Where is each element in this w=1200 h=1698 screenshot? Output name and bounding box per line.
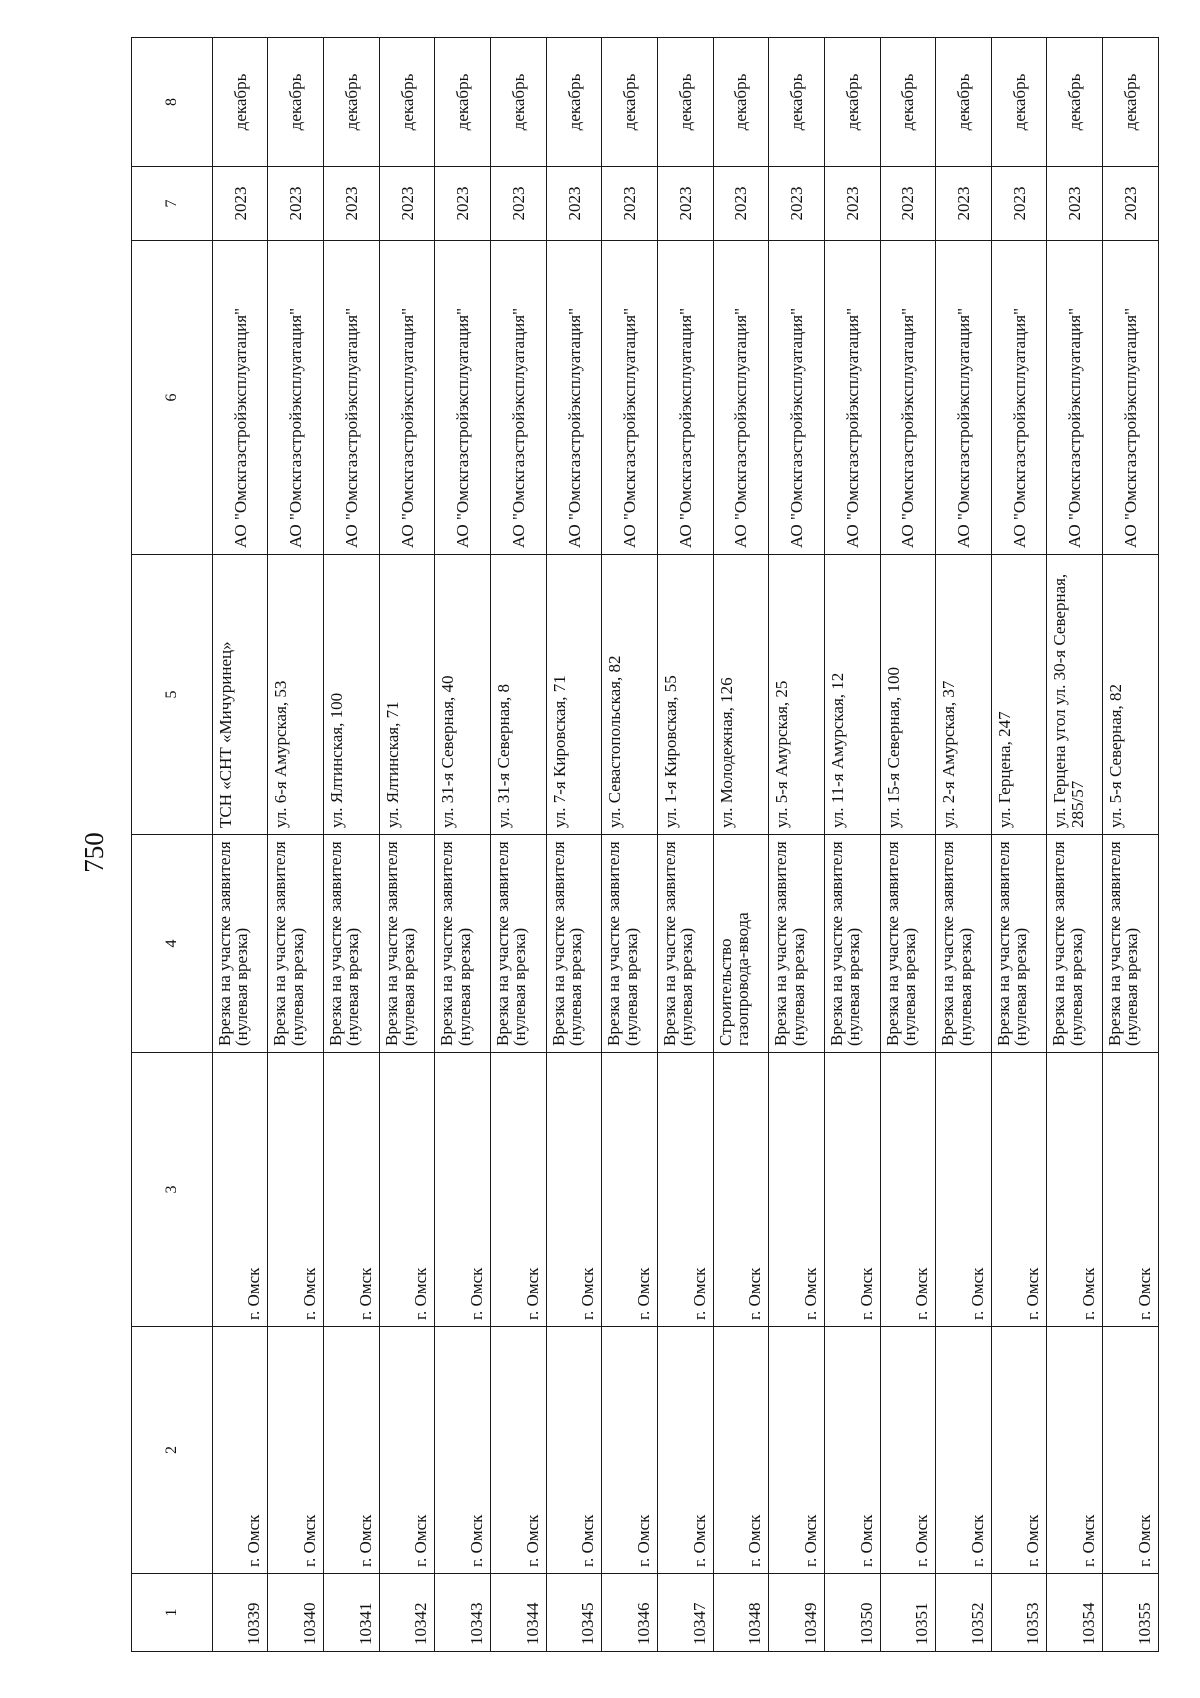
- settlement-cell: г. Омск: [769, 1053, 825, 1327]
- locality-cell: г. Омск: [491, 1327, 547, 1574]
- year-cell: 2023: [936, 167, 992, 241]
- year-cell: 2023: [1047, 167, 1103, 241]
- locality-cell: г. Омск: [824, 1327, 880, 1574]
- month-cell: декабрь: [602, 38, 658, 167]
- page-number: [70, 822, 118, 882]
- settlement-cell: г. Омск: [602, 1053, 658, 1327]
- address-cell: ул. Молодежная, 126: [713, 555, 769, 835]
- row-number-cell: 10354: [1047, 1574, 1103, 1652]
- organization-cell: АО "Омскгазстройэксплуатация": [713, 241, 769, 555]
- locality-cell: г. Омск: [324, 1327, 380, 1574]
- organization-cell: АО "Омскгазстройэксплуатация": [1103, 241, 1159, 555]
- row-number-cell: 10341: [324, 1574, 380, 1652]
- month-cell: декабрь: [379, 38, 435, 167]
- year-cell: 2023: [657, 167, 713, 241]
- row-number-cell: 10355: [1103, 1574, 1159, 1652]
- address-cell: ул. 1-я Кировская, 55: [657, 555, 713, 835]
- table-row: [991, 38, 1047, 1652]
- table-row: [713, 38, 769, 1652]
- work-type-cell: Строительство газопровода-ввода: [713, 835, 769, 1053]
- month-cell: декабрь: [936, 38, 992, 167]
- locality-cell: г. Омск: [880, 1327, 936, 1574]
- row-number-cell: 10342: [379, 1574, 435, 1652]
- column-number: 5: [132, 555, 213, 835]
- month-cell: декабрь: [657, 38, 713, 167]
- table-row: [268, 38, 324, 1652]
- gasification-schedule-table: [131, 37, 1159, 1652]
- address-cell: ул. Ялтинская, 100: [324, 555, 380, 835]
- address-cell: ул. Герцена угол ул. 30-я Северная, 285/57: [1047, 555, 1103, 835]
- organization-cell: АО "Омскгазстройэксплуатация": [602, 241, 658, 555]
- work-type-cell: Врезка на участке заявителя (нулевая врезка): [602, 835, 658, 1053]
- organization-cell: АО "Омскгазстройэксплуатация": [880, 241, 936, 555]
- page-number-text: 750: [78, 831, 109, 873]
- row-number-cell: 10351: [880, 1574, 936, 1652]
- settlement-cell: г. Омск: [1103, 1053, 1159, 1327]
- locality-cell: г. Омск: [713, 1327, 769, 1574]
- settlement-cell: г. Омск: [991, 1053, 1047, 1327]
- settlement-cell: г. Омск: [713, 1053, 769, 1327]
- address-cell: ул. Ялтинская, 71: [379, 555, 435, 835]
- row-number-cell: 10348: [713, 1574, 769, 1652]
- table-row: [936, 38, 992, 1652]
- settlement-cell: г. Омск: [657, 1053, 713, 1327]
- row-number-cell: 10350: [824, 1574, 880, 1652]
- year-cell: 2023: [268, 167, 324, 241]
- locality-cell: г. Омск: [769, 1327, 825, 1574]
- year-cell: 2023: [1103, 167, 1159, 241]
- column-number: 1: [132, 1574, 213, 1652]
- locality-cell: г. Омск: [936, 1327, 992, 1574]
- settlement-cell: г. Омск: [936, 1053, 992, 1327]
- year-cell: 2023: [546, 167, 602, 241]
- column-number: 7: [132, 167, 213, 241]
- locality-cell: г. Омск: [1103, 1327, 1159, 1574]
- address-cell: ул. Герцена, 247: [991, 555, 1047, 835]
- row-number-cell: 10352: [936, 1574, 992, 1652]
- month-cell: декабрь: [769, 38, 825, 167]
- work-type-cell: Врезка на участке заявителя (нулевая врезка): [379, 835, 435, 1053]
- year-cell: 2023: [602, 167, 658, 241]
- table-row: [657, 38, 713, 1652]
- month-cell: декабрь: [212, 38, 268, 167]
- month-cell: декабрь: [324, 38, 380, 167]
- month-cell: декабрь: [713, 38, 769, 167]
- work-type-cell: Врезка на участке заявителя (нулевая врезка): [769, 835, 825, 1053]
- table-row: [1103, 38, 1159, 1652]
- address-cell: ул. 31-я Северная, 8: [491, 555, 547, 835]
- address-cell: ул. 11-я Амурская, 12: [824, 555, 880, 835]
- address-cell: ул. 31-я Северная, 40: [435, 555, 491, 835]
- table-row: [1047, 38, 1103, 1652]
- year-cell: 2023: [769, 167, 825, 241]
- locality-cell: г. Омск: [602, 1327, 658, 1574]
- settlement-cell: г. Омск: [324, 1053, 380, 1327]
- settlement-cell: г. Омск: [379, 1053, 435, 1327]
- year-cell: 2023: [991, 167, 1047, 241]
- month-cell: декабрь: [1047, 38, 1103, 167]
- row-number-cell: 10349: [769, 1574, 825, 1652]
- rotated-table-container: [131, 38, 1159, 1652]
- work-type-cell: Врезка на участке заявителя (нулевая врезка): [212, 835, 268, 1053]
- organization-cell: АО "Омскгазстройэксплуатация": [491, 241, 547, 555]
- locality-cell: г. Омск: [268, 1327, 324, 1574]
- row-number-cell: 10353: [991, 1574, 1047, 1652]
- work-type-cell: Врезка на участке заявителя (нулевая врезка): [936, 835, 992, 1053]
- month-cell: декабрь: [546, 38, 602, 167]
- table-row: [824, 38, 880, 1652]
- work-type-cell: Врезка на участке заявителя (нулевая врезка): [880, 835, 936, 1053]
- month-cell: декабрь: [435, 38, 491, 167]
- work-type-cell: Врезка на участке заявителя (нулевая врезка): [268, 835, 324, 1053]
- work-type-cell: Врезка на участке заявителя (нулевая врезка): [991, 835, 1047, 1053]
- column-number: 2: [132, 1327, 213, 1574]
- organization-cell: АО "Омскгазстройэксплуатация": [1047, 241, 1103, 555]
- address-cell: ул. 7-я Кировская, 71: [546, 555, 602, 835]
- organization-cell: АО "Омскгазстройэксплуатация": [324, 241, 380, 555]
- locality-cell: г. Омск: [435, 1327, 491, 1574]
- organization-cell: АО "Омскгазстройэксплуатация": [435, 241, 491, 555]
- address-cell: ул. 15-я Северная, 100: [880, 555, 936, 835]
- organization-cell: АО "Омскгазстройэксплуатация": [657, 241, 713, 555]
- table-row: [379, 38, 435, 1652]
- organization-cell: АО "Омскгазстройэксплуатация": [268, 241, 324, 555]
- work-type-cell: Врезка на участке заявителя (нулевая врезка): [491, 835, 547, 1053]
- address-cell: ул. 2-я Амурская, 37: [936, 555, 992, 835]
- settlement-cell: г. Омск: [546, 1053, 602, 1327]
- locality-cell: г. Омск: [1047, 1327, 1103, 1574]
- row-number-cell: 10345: [546, 1574, 602, 1652]
- organization-cell: АО "Омскгазстройэксплуатация": [991, 241, 1047, 555]
- month-cell: декабрь: [880, 38, 936, 167]
- settlement-cell: г. Омск: [880, 1053, 936, 1327]
- table-row: [769, 38, 825, 1652]
- work-type-cell: Врезка на участке заявителя (нулевая врезка): [435, 835, 491, 1053]
- locality-cell: г. Омск: [991, 1327, 1047, 1574]
- year-cell: 2023: [379, 167, 435, 241]
- organization-cell: АО "Омскгазстройэксплуатация": [936, 241, 992, 555]
- settlement-cell: г. Омск: [824, 1053, 880, 1327]
- settlement-cell: г. Омск: [435, 1053, 491, 1327]
- work-type-cell: Врезка на участке заявителя (нулевая врезка): [1103, 835, 1159, 1053]
- locality-cell: г. Омск: [379, 1327, 435, 1574]
- settlement-cell: г. Омск: [212, 1053, 268, 1327]
- work-type-cell: Врезка на участке заявителя (нулевая врезка): [824, 835, 880, 1053]
- work-type-cell: Врезка на участке заявителя (нулевая врезка): [657, 835, 713, 1053]
- address-cell: ТСН «СНТ «Мичуринец»: [212, 555, 268, 835]
- organization-cell: АО "Омскгазстройэксплуатация": [769, 241, 825, 555]
- year-cell: 2023: [880, 167, 936, 241]
- address-cell: ул. 5-я Северная, 82: [1103, 555, 1159, 835]
- locality-cell: г. Омск: [212, 1327, 268, 1574]
- row-number-cell: 10344: [491, 1574, 547, 1652]
- column-number-row: [132, 38, 213, 1652]
- year-cell: 2023: [824, 167, 880, 241]
- settlement-cell: г. Омск: [491, 1053, 547, 1327]
- row-number-cell: 10346: [602, 1574, 658, 1652]
- column-number: 3: [132, 1053, 213, 1327]
- column-number: 8: [132, 38, 213, 167]
- table-body: [132, 38, 1159, 1652]
- organization-cell: АО "Омскгазстройэксплуатация": [379, 241, 435, 555]
- table-row: [546, 38, 602, 1652]
- table-row: [435, 38, 491, 1652]
- row-number-cell: 10343: [435, 1574, 491, 1652]
- row-number-cell: 10347: [657, 1574, 713, 1652]
- year-cell: 2023: [435, 167, 491, 241]
- table-row: [324, 38, 380, 1652]
- month-cell: декабрь: [1103, 38, 1159, 167]
- address-cell: ул. 5-я Амурская, 25: [769, 555, 825, 835]
- table-row: [491, 38, 547, 1652]
- table-row: [212, 38, 268, 1652]
- work-type-cell: Врезка на участке заявителя (нулевая врезка): [324, 835, 380, 1053]
- year-cell: 2023: [324, 167, 380, 241]
- year-cell: 2023: [491, 167, 547, 241]
- row-number-cell: 10339: [212, 1574, 268, 1652]
- column-number: 4: [132, 835, 213, 1053]
- locality-cell: г. Омск: [657, 1327, 713, 1574]
- row-number-cell: 10340: [268, 1574, 324, 1652]
- address-cell: ул. 6-я Амурская, 53: [268, 555, 324, 835]
- month-cell: декабрь: [824, 38, 880, 167]
- month-cell: декабрь: [268, 38, 324, 167]
- address-cell: ул. Севастопольская, 82: [602, 555, 658, 835]
- work-type-cell: Врезка на участке заявителя (нулевая врезка): [1047, 835, 1103, 1053]
- organization-cell: АО "Омскгазстройэксплуатация": [212, 241, 268, 555]
- work-type-cell: Врезка на участке заявителя (нулевая врезка): [546, 835, 602, 1053]
- locality-cell: г. Омск: [546, 1327, 602, 1574]
- organization-cell: АО "Омскгазстройэксплуатация": [546, 241, 602, 555]
- month-cell: декабрь: [991, 38, 1047, 167]
- organization-cell: АО "Омскгазстройэксплуатация": [824, 241, 880, 555]
- year-cell: 2023: [713, 167, 769, 241]
- month-cell: декабрь: [491, 38, 547, 167]
- settlement-cell: г. Омск: [1047, 1053, 1103, 1327]
- table-row: [602, 38, 658, 1652]
- settlement-cell: г. Омск: [268, 1053, 324, 1327]
- year-cell: 2023: [212, 167, 268, 241]
- table-row: [880, 38, 936, 1652]
- register-sheet: [131, 38, 1159, 1652]
- column-number: 6: [132, 241, 213, 555]
